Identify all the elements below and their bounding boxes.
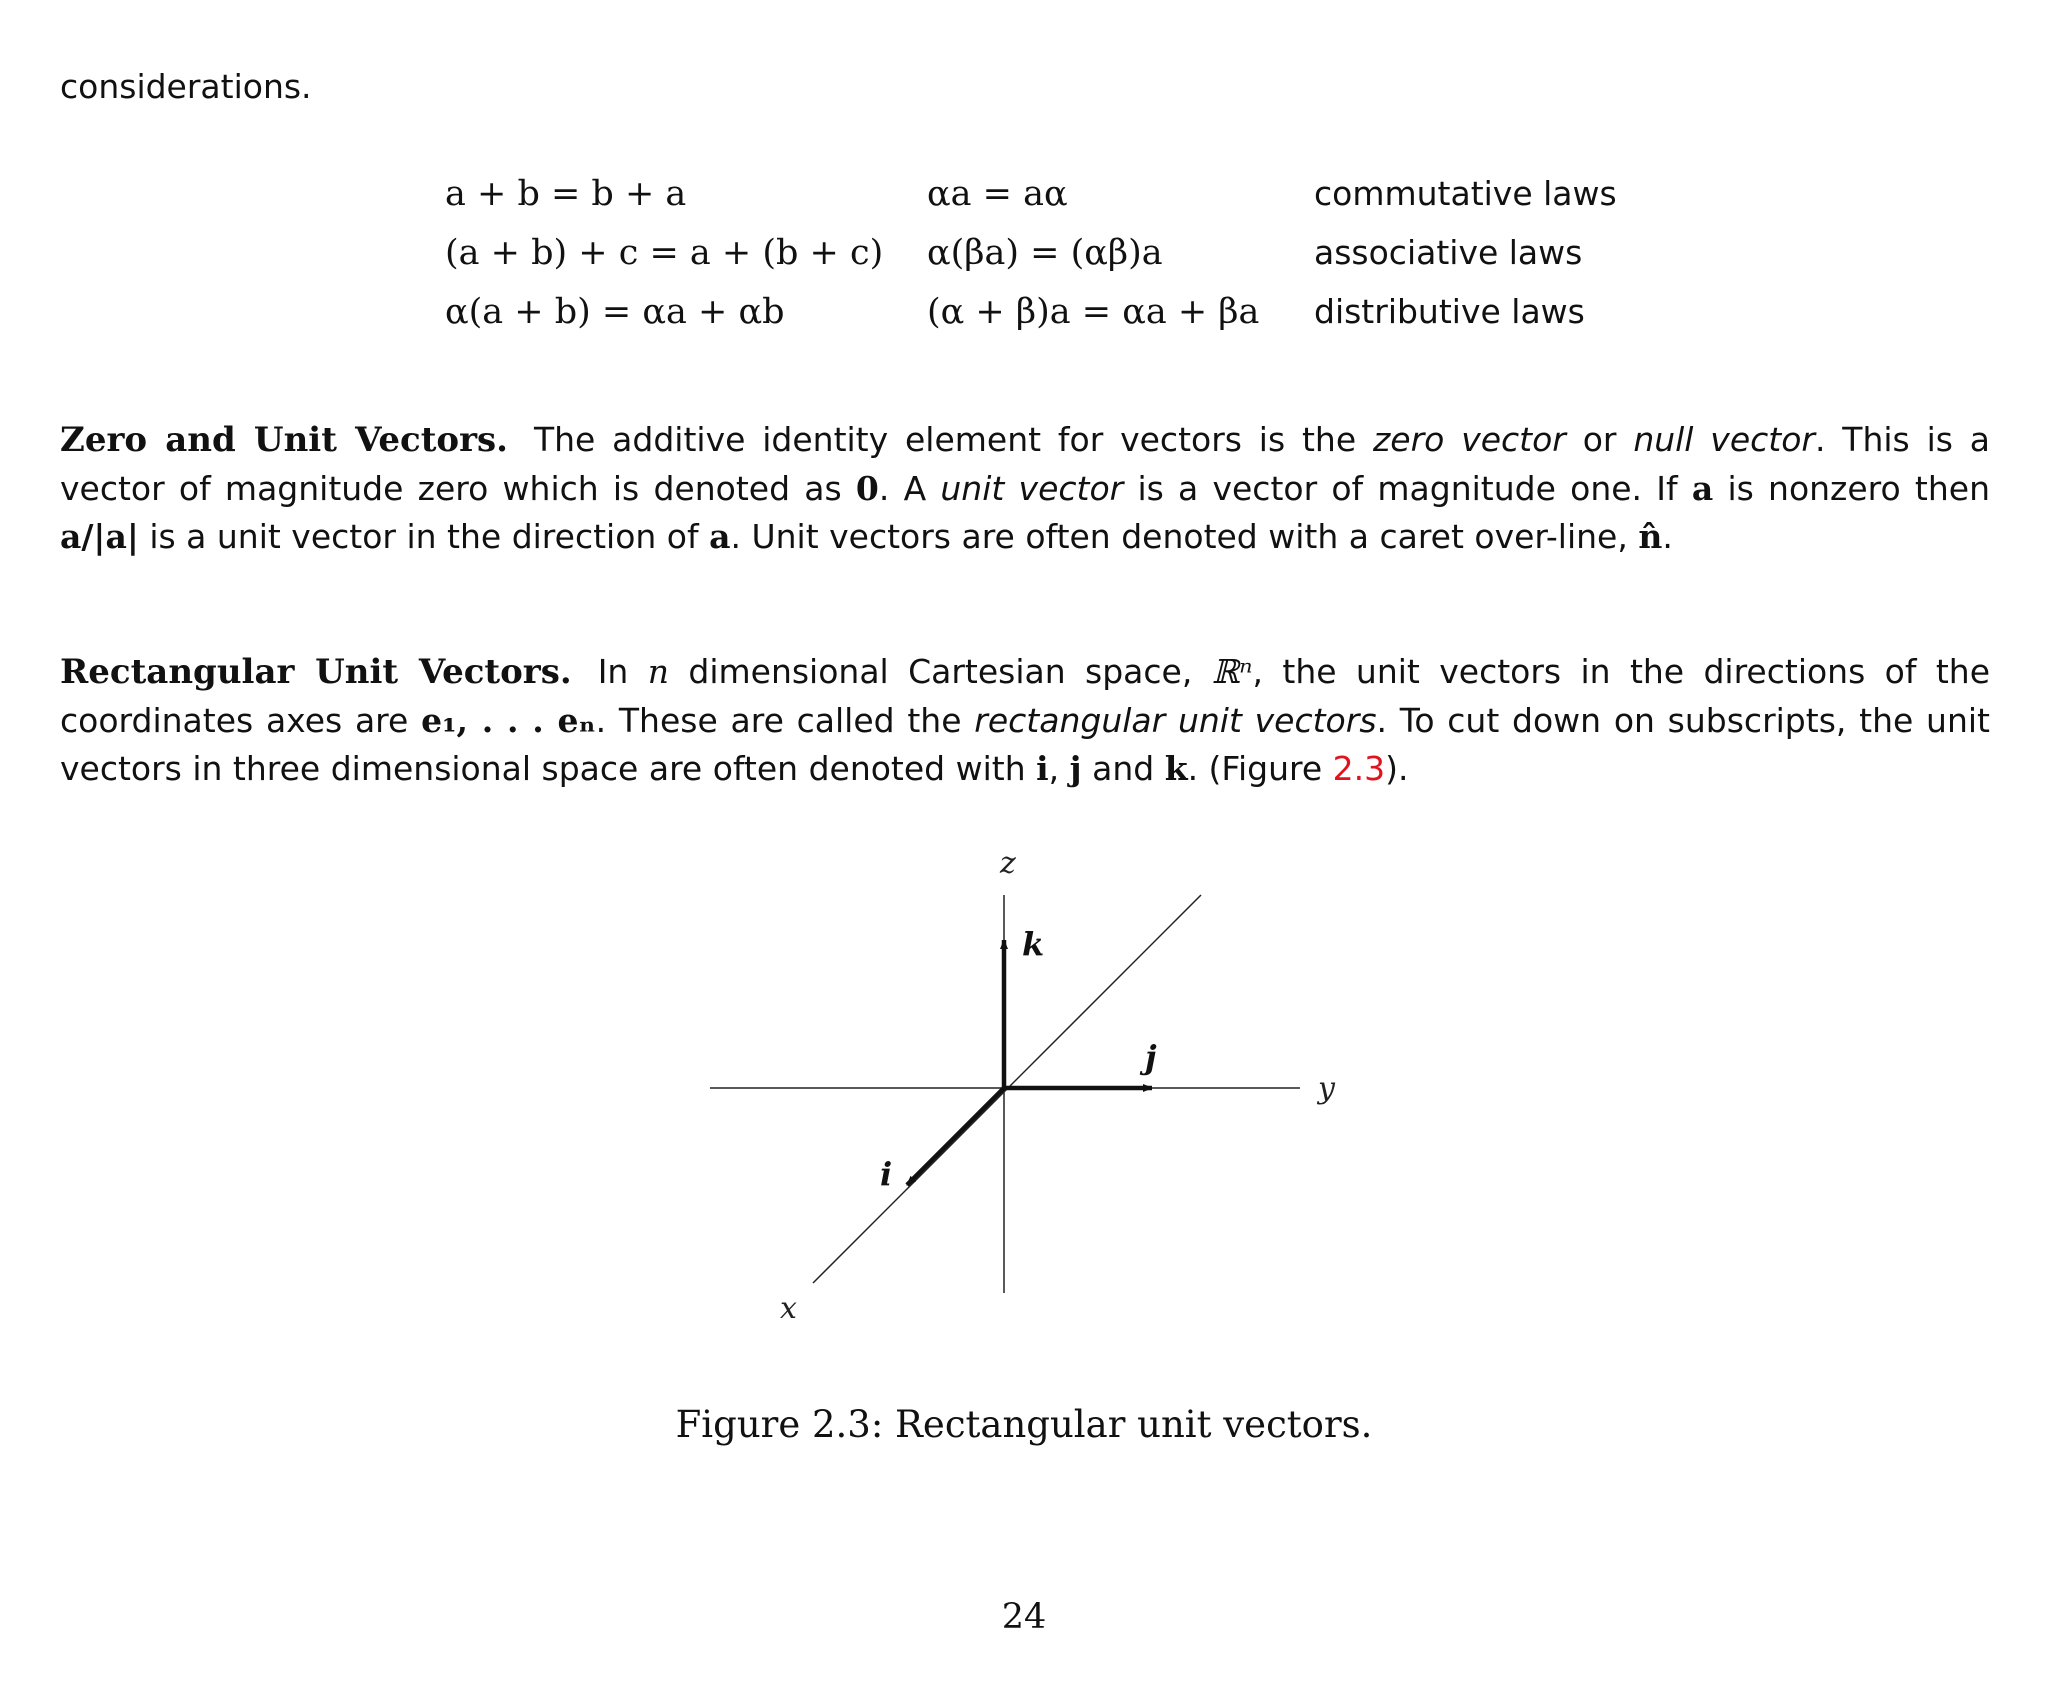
equation-middle: α(βa) = (αβ)a [927, 232, 1163, 273]
text-run: is a vector of magnitude one. If [1123, 468, 1692, 508]
y-axis-label: y [1318, 1071, 1335, 1106]
vector-laws-table [445, 164, 1617, 341]
z-axis-label: z [1000, 846, 1016, 881]
math-unit-ratio: a/|a| [60, 517, 139, 556]
term-unit-vector: unit vector [940, 468, 1124, 508]
text-run: The additive identity element for vectors is the [533, 420, 1373, 459]
rect-unit-heading: Rectangular Unit Vectors. [60, 652, 572, 692]
text-run: dimensional Cartesian space, [669, 652, 1212, 691]
term-rectangular-unit-vectors: rectangular unit vectors [974, 700, 1377, 740]
text-run: . [1662, 517, 1673, 556]
math-zero-vector: 0 [855, 468, 879, 508]
math-n-hat: n̂ [1638, 517, 1663, 556]
zero-unit-heading: Zero and Unit Vectors. [60, 420, 508, 460]
text-run: In [597, 652, 648, 691]
equation-label: commutative laws [1314, 174, 1617, 213]
math-real-space: ℝⁿ [1211, 652, 1253, 691]
text-run: , the unit vectors in the directions of the coordinates axes are [60, 652, 1990, 740]
equation-left: (a + b) + c = a + (b + c) [445, 232, 884, 273]
equation-left: a + b = b + a [445, 173, 687, 214]
math-vector-j: j [1069, 749, 1082, 788]
i-vector-label: i [880, 1155, 893, 1193]
equation-row [445, 164, 1617, 223]
j-vector-label: j [1145, 1038, 1157, 1076]
math-vector-k: k [1164, 749, 1188, 788]
figure-reference-link[interactable]: 2.3 [1332, 749, 1386, 788]
term-zero-vector: zero vector [1372, 420, 1566, 459]
equation-row [445, 223, 1617, 282]
term-null-vector: null vector [1633, 420, 1815, 459]
math-vector-a: a [709, 517, 731, 556]
text-run: . This is a vector of magnitude zero which is denoted as [60, 420, 1990, 508]
text-run: . A [878, 468, 941, 508]
x-axis-label: x [780, 1291, 797, 1325]
math-basis-vectors: e₁, . . . eₙ [421, 700, 596, 740]
figure-unit-vectors [700, 845, 1340, 1325]
text-run: and [1081, 749, 1165, 788]
figure-caption: Figure 2.3: Rectangular unit vectors. [675, 1403, 1373, 1446]
equation-label: associative laws [1314, 233, 1583, 272]
equation-middle: αa = aα [927, 173, 1068, 214]
text-run: . To cut down on subscripts, the unit vectors in three dimensional space are often denoted with [60, 700, 1990, 788]
rect-unit-paragraph [60, 648, 1990, 794]
text-run: or [1565, 420, 1634, 459]
intro-text: considerations. [60, 67, 312, 106]
equation-middle: (α + β)a = αa + βa [927, 291, 1260, 332]
text-run: is a unit vector in the direction of [138, 517, 710, 556]
text-run: , [1048, 749, 1070, 788]
zero-unit-paragraph [60, 416, 1990, 562]
math-vector-i: i [1036, 749, 1049, 788]
text-run: . Unit vectors are often denoted with a caret over-line, [730, 517, 1639, 556]
math-vector-a: a [1691, 468, 1714, 508]
page-number: 24 [1001, 1597, 1047, 1637]
equation-row [445, 282, 1617, 341]
vector-i [907, 1088, 1004, 1185]
text-run: . These are called the [595, 700, 975, 740]
unit-vectors-diagram [700, 845, 1340, 1325]
text-run: . (Figure [1187, 749, 1333, 788]
text-run: ). [1385, 749, 1409, 788]
equation-left: α(a + b) = αa + αb [445, 291, 785, 332]
k-vector-label: k [1022, 925, 1045, 963]
text-run: is nonzero then [1713, 468, 1990, 508]
math-n: n [647, 652, 669, 691]
equation-label: distributive laws [1314, 292, 1585, 331]
